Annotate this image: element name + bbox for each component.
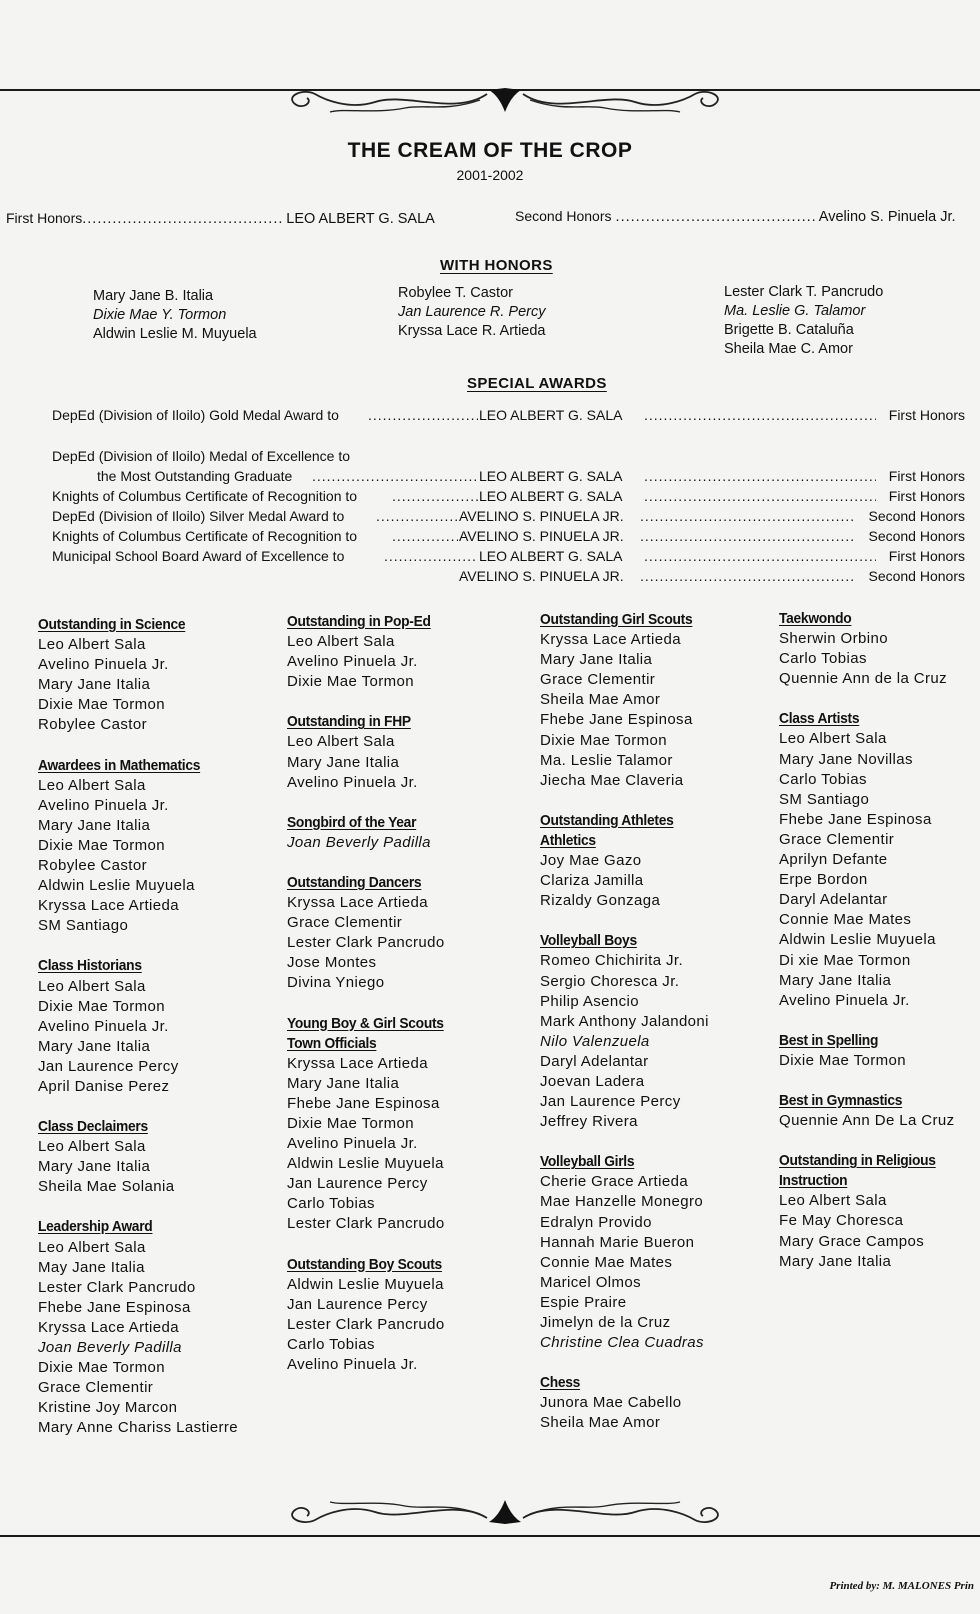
group-spacer xyxy=(540,911,765,931)
with-honors-col3 xyxy=(724,283,883,359)
award-row xyxy=(0,508,980,528)
honor-name: Dixie Mae Y. Tormon xyxy=(93,307,227,323)
awardee-name: Jose Montes xyxy=(287,954,377,972)
category-heading: Volleyball Boys xyxy=(540,932,637,950)
group-spacer xyxy=(38,1197,263,1217)
award-row xyxy=(0,528,980,548)
awardee-name: Kryssa Lace Artieda xyxy=(287,1054,429,1072)
group-spacer xyxy=(779,1131,979,1151)
first-honors-name: LEO ALBERT G. SALA xyxy=(286,211,435,227)
awardee-name: Leo Albert Sala xyxy=(38,776,146,794)
leader-dots xyxy=(644,407,876,423)
award-rank: Second Honors xyxy=(868,528,965,544)
awardee-name: Lester Clark Pancrudo xyxy=(287,1315,445,1333)
award-rank: Second Honors xyxy=(868,508,965,524)
with-honors-col1 xyxy=(93,287,257,344)
leader-dots xyxy=(640,528,854,544)
category-heading: Volleyball Girls xyxy=(540,1153,635,1171)
awardee-name: Joan Beverly Padilla xyxy=(287,833,431,851)
honor-name: Kryssa Lace R. Artieda xyxy=(398,323,546,339)
awardee-name: Quennie Ann de la Cruz xyxy=(779,670,948,688)
category-heading: Class Historians xyxy=(38,957,142,975)
honor-name: Lester Clark T. Pancrudo xyxy=(724,284,884,300)
awardee-name: Leo Albert Sala xyxy=(287,633,395,651)
group-spacer xyxy=(287,994,507,1014)
awardee-name: Joy Mae Gazo xyxy=(540,852,642,870)
category-heading: Outstanding in Pop-Ed xyxy=(287,613,431,630)
group-spacer xyxy=(38,936,263,956)
awardee-name: Avelino Pinuela Jr. xyxy=(779,991,910,1009)
awardee-name: Leo Albert Sala xyxy=(38,1138,146,1156)
leader-dots xyxy=(82,211,282,227)
awardee-name: Dixie Mae Tormon xyxy=(287,1114,415,1132)
group-spacer xyxy=(287,793,507,813)
award-row xyxy=(0,468,980,488)
special-awards-heading: SPECIAL AWARDS xyxy=(467,375,607,392)
awardee-name: Mary Jane Italia xyxy=(540,651,653,669)
leader-dots xyxy=(644,468,876,484)
awardee-name: Leo Albert Sala xyxy=(779,1192,887,1210)
awardee-name: Dixie Mae Tormon xyxy=(540,731,668,749)
awardee-name: Hannah Marie Bueron xyxy=(540,1233,695,1251)
awardee-name: Jan Laurence Percy xyxy=(287,1175,428,1193)
awardee-name: Avelino Pinuela Jr. xyxy=(38,796,169,814)
awardee-name: Leo Albert Sala xyxy=(38,636,146,654)
awardee-name: Nilo Valenzuela xyxy=(540,1032,650,1050)
awardee-name: Mae Hanzelle Monegro xyxy=(540,1193,704,1211)
awardee-name: Sergio Choresca Jr. xyxy=(540,972,680,990)
group-spacer xyxy=(779,689,979,709)
leader-dots xyxy=(392,488,478,504)
awardee-name: Jiecha Mae Claveria xyxy=(540,771,684,789)
awardee-name: Jimelyn de la Cruz xyxy=(540,1314,671,1331)
awardee-name: Clariza Jamilla xyxy=(540,872,644,890)
school-year: 2001-2002 xyxy=(456,167,524,183)
awardee-name: Mary Anne Chariss Lastierre xyxy=(38,1419,239,1437)
awardee-name: Lester Clark Pancrudo xyxy=(287,1215,445,1233)
category-heading: Best in Spelling xyxy=(779,1031,879,1049)
awardee-name: Mary Jane Italia xyxy=(38,676,151,694)
award-recipient: AVELINO S. PINUELA JR. xyxy=(459,568,624,584)
bottom-ornament-icon xyxy=(255,1498,755,1538)
category-heading: Outstanding Dancers xyxy=(287,873,422,891)
honor-name: Sheila Mae C. Amor xyxy=(724,341,853,357)
leader-dots xyxy=(640,508,854,524)
awardee-name: Erpe Bordon xyxy=(779,871,868,889)
with-honors-heading: WITH HONORS xyxy=(440,257,553,274)
awardee-name: Di xie Mae Tormon xyxy=(779,951,911,969)
leader-dots xyxy=(644,488,876,504)
awardee-name: Carlo Tobias xyxy=(779,650,867,668)
awardee-name: Fhebe Jane Espinosa xyxy=(38,1298,191,1316)
category-subheading: Instruction xyxy=(779,1172,848,1190)
leader-dots xyxy=(368,407,478,423)
group-spacer xyxy=(779,1071,979,1091)
awardee-name: Grace Clementir xyxy=(287,914,403,932)
printer-credit: Printed by: M. MALONES Prin xyxy=(829,1580,974,1592)
awardee-name: Sheila Mae Solania xyxy=(38,1178,175,1196)
awardee-name: Aldwin Leslie Muyuela xyxy=(287,1275,444,1293)
honor-name: Robylee T. Castor xyxy=(398,285,513,301)
awardee-name: Mary Jane Italia xyxy=(38,816,151,834)
group-spacer xyxy=(287,692,507,712)
awardee-name: May Jane Italia xyxy=(38,1258,145,1276)
category-heading: Young Boy & Girl Scouts xyxy=(287,1014,444,1032)
group-spacer xyxy=(540,1132,765,1152)
awardee-name: Avelino Pinuela Jr. xyxy=(38,656,169,674)
leader-dots xyxy=(644,548,876,564)
award-rank: First Honors xyxy=(888,468,965,484)
awardee-name: Dixie Mae Tormon xyxy=(38,997,166,1015)
awardee-name: Mary Jane Italia xyxy=(38,1158,151,1176)
awardee-name: Joevan Ladera xyxy=(540,1072,645,1090)
awardee-name: Leo Albert Sala xyxy=(287,733,395,751)
award-text: DepEd (Division of Iloilo) Medal of Excellence to xyxy=(52,448,351,464)
awardee-name: Mary Jane Italia xyxy=(38,1037,151,1055)
second-honors-name: Avelino S. Pinuela Jr. xyxy=(818,209,956,225)
group-spacer xyxy=(779,1011,979,1031)
category-heading: Outstanding Girl Scouts xyxy=(540,611,693,628)
bottom-rule xyxy=(0,1535,980,1537)
awardee-name: Dixie Mae Tormon xyxy=(38,836,166,854)
honor-name: Jan Laurence R. Percy xyxy=(398,304,546,320)
leader-dots xyxy=(384,548,478,564)
awardee-name: Connie Mae Mates xyxy=(779,911,912,929)
awardee-name: Divina Yniego xyxy=(287,974,385,992)
awardee-name: Philip Asencio xyxy=(540,992,639,1010)
awardee-name: Avelino Pinuela Jr. xyxy=(287,1135,418,1153)
awardee-name: Jan Laurence Percy xyxy=(38,1057,179,1075)
awardee-name: Mary Jane Italia xyxy=(287,1074,400,1092)
category-heading: Chess xyxy=(540,1374,581,1392)
leader-dots xyxy=(312,468,478,484)
awardee-name: Aldwin Leslie Muyuela xyxy=(38,877,195,895)
awards-column-3 xyxy=(540,610,765,1433)
category-subheading: Town Officials xyxy=(287,1034,377,1052)
category-heading: Songbird of the Year xyxy=(287,813,417,831)
category-heading: Class Declaimers xyxy=(38,1118,148,1136)
awardee-name: Fe May Choresca xyxy=(779,1212,904,1230)
awardee-name: Dixie Mae Tormon xyxy=(287,673,415,691)
group-spacer xyxy=(540,791,765,811)
awardee-name: Carlo Tobias xyxy=(287,1195,375,1213)
awardee-name: Fhebe Jane Espinosa xyxy=(540,711,693,729)
top-ornament-icon xyxy=(255,86,755,126)
award-row xyxy=(0,448,980,468)
award-recipient: LEO ALBERT G. SALA xyxy=(479,407,623,423)
award-text: Municipal School Board Award of Excellence to xyxy=(52,548,345,564)
awardee-name: Mary Jane Novillas xyxy=(779,750,913,768)
first-honors-label: First Honors xyxy=(6,210,83,226)
awardee-name: Grace Clementir xyxy=(540,671,656,689)
awardee-name: Aldwin Leslie Muyuela xyxy=(287,1155,444,1173)
awardee-name: Lester Clark Pancrudo xyxy=(38,1278,196,1296)
awardee-name: Avelino Pinuela Jr. xyxy=(287,773,418,791)
category-heading: Outstanding in FHP xyxy=(287,713,411,731)
awardee-name: Sheila Mae Amor xyxy=(540,691,661,709)
awardee-name: Cherie Grace Artieda xyxy=(540,1173,689,1191)
awardee-name: Dixie Mae Tormon xyxy=(779,1051,907,1069)
awardee-name: Avelino Pinuela Jr. xyxy=(287,653,418,671)
awardee-name: Dixie Mae Tormon xyxy=(38,1359,166,1377)
leader-dots xyxy=(616,209,816,225)
award-recipient: AVELINO S. PINUELA JR. xyxy=(459,508,624,524)
awardee-name: Fhebe Jane Espinosa xyxy=(779,810,932,828)
page-title: THE CREAM OF THE CROP xyxy=(347,139,633,162)
awardee-name: Grace Clementir xyxy=(779,830,895,848)
award-recipient: LEO ALBERT G. SALA xyxy=(479,488,623,504)
award-text: DepEd (Division of Iloilo) Gold Medal Award to xyxy=(52,407,339,423)
awardee-name: Aldwin Leslie Muyuela xyxy=(779,931,936,949)
category-heading: Leadership Award xyxy=(38,1218,153,1236)
awardee-name: Espie Praire xyxy=(540,1293,627,1311)
awards-column-4 xyxy=(779,609,979,1272)
awardee-name: Rizaldy Gonzaga xyxy=(540,892,661,910)
awardee-name: Kristine Joy Marcon xyxy=(38,1399,178,1417)
awardee-name: Leo Albert Sala xyxy=(779,730,887,748)
awardee-name: Junora Mae Cabello xyxy=(540,1394,682,1412)
awardee-name: Mary Jane Italia xyxy=(779,971,892,989)
award-recipient: AVELINO S. PINUELA JR. xyxy=(459,528,624,544)
award-rank: First Honors xyxy=(888,488,965,504)
awardee-name: Ma. Leslie Talamor xyxy=(540,751,673,769)
award-text-cont: the Most Outstanding Graduate xyxy=(97,468,293,484)
awardee-name: Carlo Tobias xyxy=(779,770,867,788)
award-rank: First Honors xyxy=(888,407,965,423)
awards-column-1 xyxy=(38,615,263,1438)
group-spacer xyxy=(540,1353,765,1373)
awardee-name: April Danise Perez xyxy=(38,1077,170,1095)
awardee-name: Kryssa Lace Artieda xyxy=(38,1318,180,1336)
awardee-name: Leo Albert Sala xyxy=(38,977,146,995)
awardee-name: Sherwin Orbino xyxy=(779,630,888,648)
awardee-name: Robylee Castor xyxy=(38,857,147,875)
category-heading: Outstanding Boy Scouts xyxy=(287,1255,442,1273)
category-subheading: Athletics xyxy=(540,831,596,849)
category-heading: Class Artists xyxy=(779,710,860,728)
awardee-name: Kryssa Lace Artieda xyxy=(287,894,429,912)
category-heading: Outstanding Athletes xyxy=(540,811,674,829)
award-text: Knights of Columbus Certificate of Recognition to xyxy=(52,528,358,544)
awardee-name: Mary Jane Italia xyxy=(287,753,400,771)
awardee-name: Mary Grace Campos xyxy=(779,1232,925,1250)
awardee-name: Daryl Adelantar xyxy=(540,1052,649,1070)
awardee-name: SM Santiago xyxy=(38,917,129,935)
awardee-name: SM Santiago xyxy=(779,790,870,808)
honor-name: Brigette B. Cataluña xyxy=(724,322,854,338)
award-rank: Second Honors xyxy=(868,568,965,584)
awardee-name: Avelino Pinuela Jr. xyxy=(38,1017,169,1035)
group-spacer xyxy=(287,853,507,873)
awardee-name: Robylee Castor xyxy=(38,716,147,734)
leader-dots xyxy=(376,508,458,524)
with-honors-col2 xyxy=(398,284,546,341)
awardee-name: Avelino Pinuela Jr. xyxy=(287,1356,418,1373)
awardee-name: Quennie Ann De La Cruz xyxy=(779,1112,955,1130)
award-text: Knights of Columbus Certificate of Recognition to xyxy=(52,488,358,504)
group-spacer xyxy=(38,736,263,756)
award-row xyxy=(0,568,980,588)
award-recipient: LEO ALBERT G. SALA xyxy=(479,548,623,564)
awardee-name: Leo Albert Sala xyxy=(38,1238,146,1256)
first-honors-line xyxy=(6,210,435,227)
group-spacer xyxy=(287,1235,507,1255)
awardee-name: Edralyn Provido xyxy=(540,1213,652,1231)
award-row xyxy=(0,407,980,427)
category-heading: Best in Gymnastics xyxy=(779,1091,903,1109)
awardee-name: Jeffrey Rivera xyxy=(540,1113,638,1131)
awardee-name: Connie Mae Mates xyxy=(540,1253,673,1271)
awardee-name: Carlo Tobias xyxy=(287,1335,375,1353)
award-row xyxy=(0,488,980,508)
awardee-name: Daryl Adelantar xyxy=(779,891,888,909)
category-heading: Outstanding in Religious xyxy=(779,1152,936,1170)
category-heading: Taekwondo xyxy=(779,610,852,627)
awardee-name: Maricel Olmos xyxy=(540,1273,642,1291)
award-text: DepEd (Division of Iloilo) Silver Medal Award to xyxy=(52,508,345,524)
award-rank: First Honors xyxy=(888,548,965,564)
awardee-name: Kryssa Lace Artieda xyxy=(540,631,682,649)
honor-name: Ma. Leslie G. Talamor xyxy=(724,303,866,319)
category-heading: Awardees in Mathematics xyxy=(38,756,201,774)
category-heading: Outstanding in Science xyxy=(38,616,186,633)
awardee-name: Fhebe Jane Espinosa xyxy=(287,1094,440,1112)
awardee-name: Dixie Mae Tormon xyxy=(38,696,166,714)
leader-dots xyxy=(392,528,458,544)
awardee-name: Aprilyn Defante xyxy=(779,851,888,869)
honor-name: Mary Jane B. Italia xyxy=(93,288,214,304)
honor-name: Aldwin Leslie M. Muyuela xyxy=(93,326,257,342)
awardee-name: Jan Laurence Percy xyxy=(287,1295,428,1313)
award-row xyxy=(0,548,980,568)
award-recipient: LEO ALBERT G. SALA xyxy=(479,468,623,484)
awards-column-2 xyxy=(287,612,507,1375)
awardee-name: Jan Laurence Percy xyxy=(540,1093,681,1111)
awardee-name: Lester Clark Pancrudo xyxy=(287,934,445,952)
awardee-name: Kryssa Lace Artieda xyxy=(38,897,180,915)
second-honors-label: Second Honors xyxy=(515,208,612,224)
group-spacer xyxy=(38,1097,263,1117)
awardee-name: Grace Clementir xyxy=(38,1379,154,1397)
awardee-name: Joan Beverly Padilla xyxy=(38,1339,182,1356)
awardee-name: Mary Jane Italia xyxy=(779,1252,892,1270)
awardee-name: Sheila Mae Amor xyxy=(540,1414,661,1432)
second-honors-line xyxy=(515,208,956,225)
awardee-name: Romeo Chichirita Jr. xyxy=(540,952,684,970)
awardee-name: Christine Clea Cuadras xyxy=(540,1334,704,1352)
awardee-name: Mark Anthony Jalandoni xyxy=(540,1012,709,1030)
leader-dots xyxy=(640,568,854,584)
